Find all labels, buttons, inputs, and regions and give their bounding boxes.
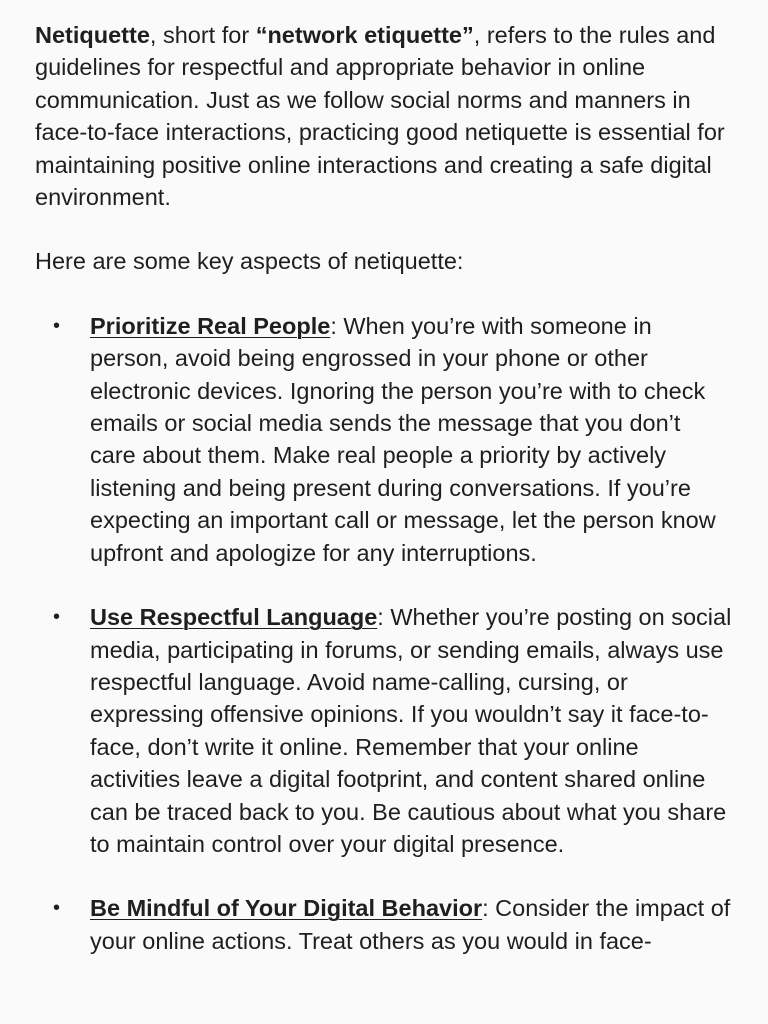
list-item-use-respectful-language [35,601,732,860]
intro-term: Netiquette [35,22,150,48]
intro-paragraph [35,19,732,213]
list-item-prioritize-real-people [35,310,732,569]
aspect-text: : When you’re with someone in person, avoid being engrossed in your phone or other electronic devices. Ignoring the person you’re with to check emails or social media sends the message that you don’t care about them. Make real people a priority by actively listening and being present during conversations. If you’re expecting an important call or message, let the person know upfront and apologize for any interruptions. [90,312,716,566]
aspects-list [35,310,732,957]
aspect-term: Be Mindful of Your Digital Behavior [90,895,483,922]
intro-quoted-term: “network etiquette” [255,22,474,48]
intro-text-part2: , refers to the rules and guidelines for respectful and appropriate behavior in online communication. Just as we follow social norms and manners in face-to-face interactions, practicing good netiquette is essential for maintaining positive online interactions and creating a safe digital environment. [35,22,725,211]
bullet-icon: • [53,606,61,629]
aspect-text: : Consider the impact of your online actions. Treat others as you would in face- [90,895,731,954]
aspect-term: Prioritize Real People [90,312,331,339]
bullet-icon: • [53,897,61,920]
lead-in-paragraph: Here are some key aspects of netiquette: [35,248,464,275]
list-item-be-mindful-of-digital-behavior [35,892,732,957]
bullet-icon: • [53,314,61,337]
intro-text-part1: , short for [149,22,256,48]
aspect-text: : Whether you’re posting on social media, participating in forums, or sending emails, always use respectful language. Avoid name-calling, cursing, or expressing offensive opinions. If you wouldn’t say it face-to-face, don’t write it online. Remember that your online activities leave a digital footprint, and content shared online can be traced back to you. Be cautious about what you share to maintain control over your digital presence. [90,604,732,857]
aspect-term: Use Respectful Language [90,604,378,631]
